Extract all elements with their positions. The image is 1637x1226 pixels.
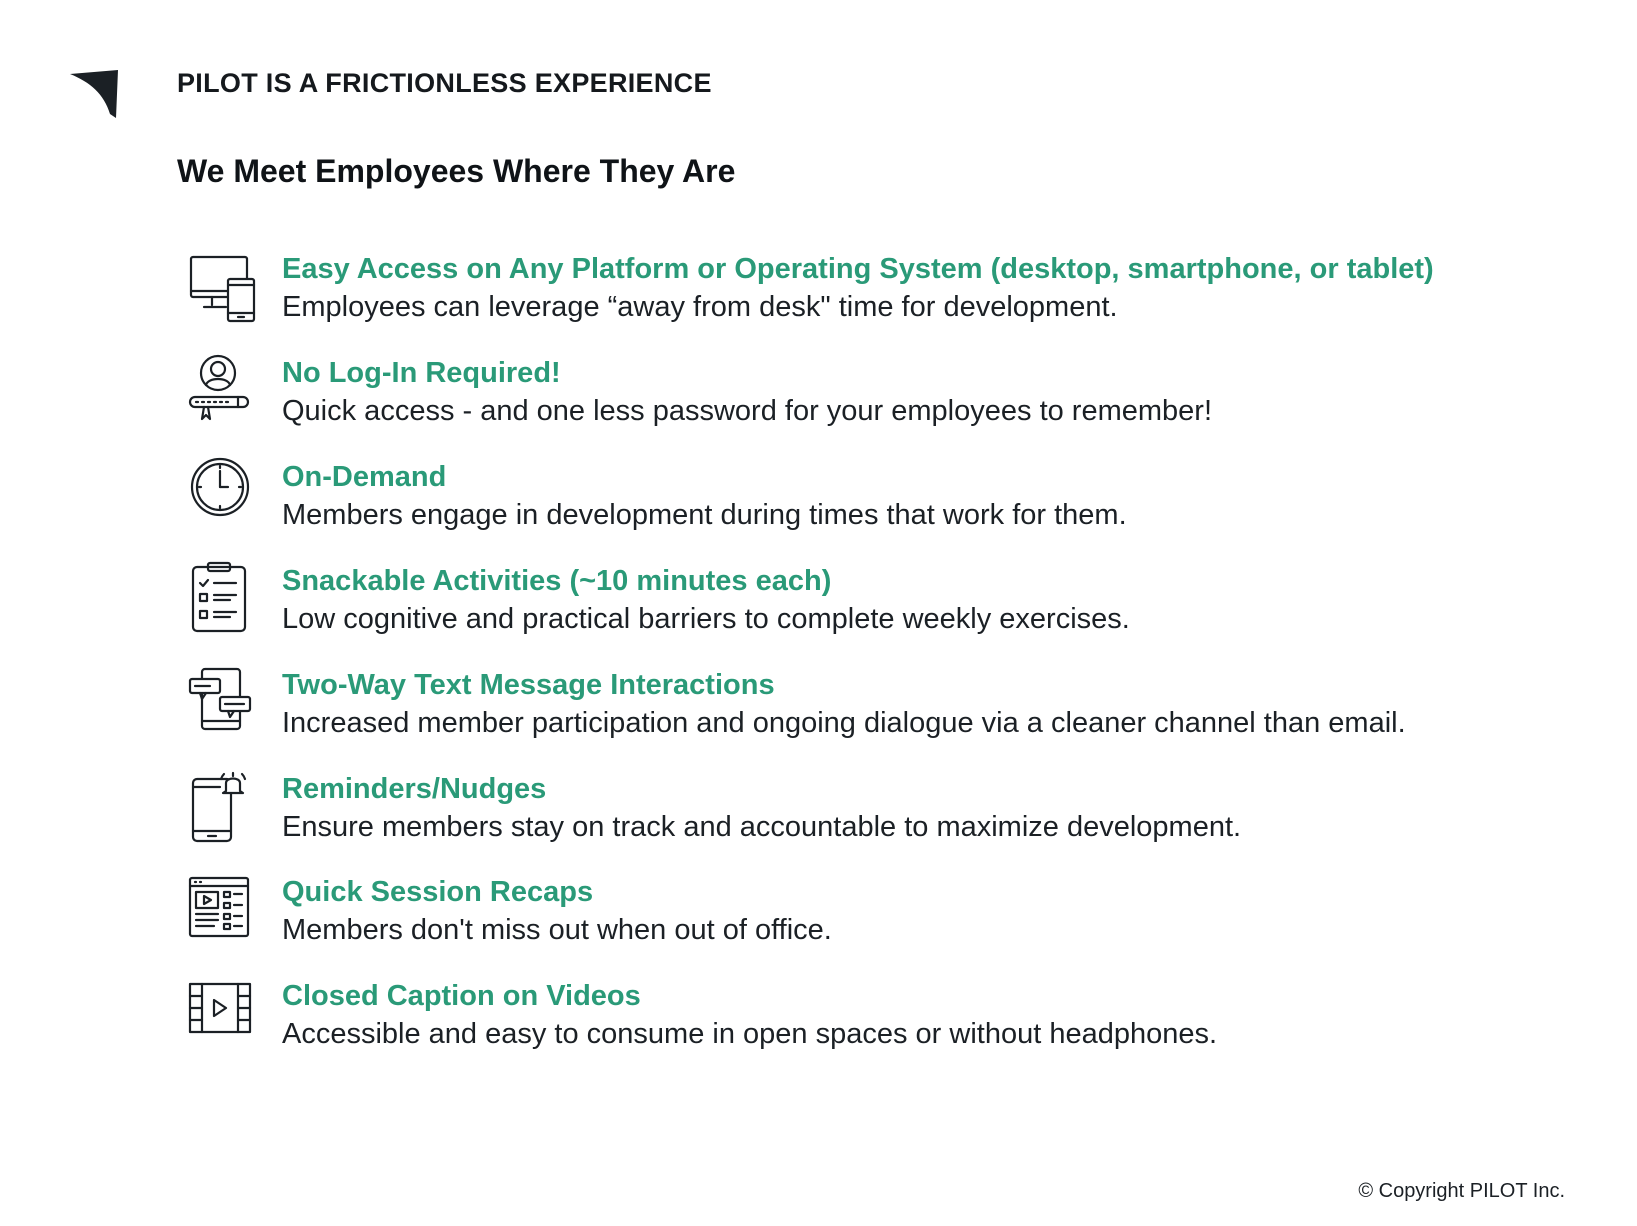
text-message-icon	[188, 665, 262, 745]
feature-item-on-demand	[188, 461, 1608, 541]
feature-description: Low cognitive and practical barriers to complete weekly exercises.	[282, 603, 1130, 635]
section-label: PILOT IS A FRICTIONLESS EXPERIENCE	[177, 68, 712, 98]
page-title: We Meet Employees Where They Are	[177, 153, 736, 189]
feature-item-closed-caption	[188, 980, 1608, 1060]
film-caption-icon	[188, 976, 262, 1056]
feature-title: Snackable Activities (~10 minutes each)	[282, 565, 832, 597]
feature-description: Members don't miss out when out of office.	[282, 914, 832, 946]
feature-title: Reminders/Nudges	[282, 773, 547, 805]
feature-title: Easy Access on Any Platform or Operating System (desktop, smartphone, or tablet)	[282, 253, 1434, 285]
feature-item-no-login	[188, 357, 1608, 437]
feature-item-snackable	[188, 565, 1608, 645]
feature-item-easy-access	[188, 253, 1608, 333]
devices-icon	[188, 249, 262, 329]
feature-description: Members engage in development during times that work for them.	[282, 499, 1127, 531]
feature-description: Quick access - and one less password for your employees to remember!	[282, 395, 1213, 427]
feature-item-two-way-text	[188, 669, 1608, 749]
feature-description: Ensure members stay on track and accountable to maximize development.	[282, 811, 1242, 843]
feature-description: Employees can leverage “away from desk" time for development.	[282, 291, 1118, 323]
copyright-notice: © Copyright PILOT Inc.	[1358, 1180, 1565, 1202]
video-recap-icon	[188, 872, 262, 952]
feature-item-reminders	[188, 773, 1608, 853]
feature-title: Closed Caption on Videos	[282, 980, 641, 1012]
feature-title: On-Demand	[282, 461, 447, 493]
feature-title: Quick Session Recaps	[282, 876, 594, 908]
checklist-icon	[188, 561, 262, 641]
feature-title: Two-Way Text Message Interactions	[282, 669, 775, 701]
user-login-icon	[188, 353, 262, 433]
feature-item-recaps	[188, 876, 1608, 956]
phone-bell-icon	[188, 769, 262, 849]
clock-icon	[188, 457, 262, 537]
feature-title: No Log-In Required!	[282, 357, 561, 389]
feature-description: Increased member participation and ongoing dialogue via a cleaner channel than email.	[282, 707, 1406, 739]
feature-description: Accessible and easy to consume in open spaces or without headphones.	[282, 1018, 1218, 1050]
